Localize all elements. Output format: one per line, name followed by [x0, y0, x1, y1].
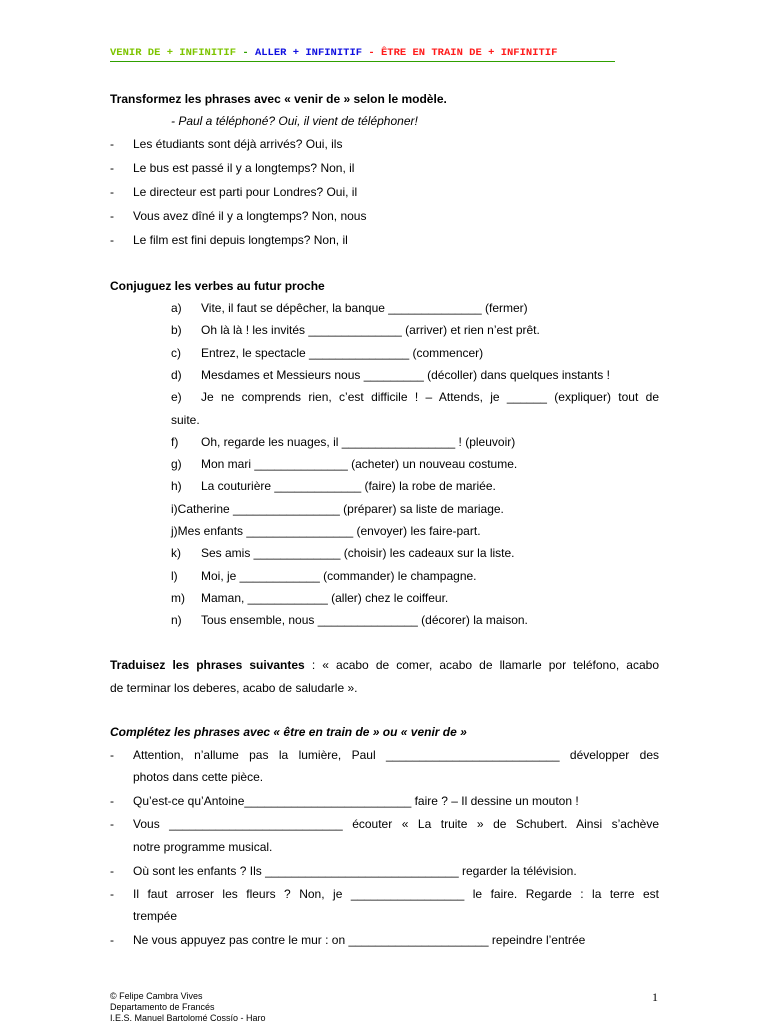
section4-title: Complétez les phrases avec « être en train de » ou « venir de » — [110, 725, 467, 739]
header-aller: ALLER + INFINITIF — [254, 47, 363, 59]
section2-item: Maman, ____________ (aller) chez le coiffeur. — [201, 591, 449, 605]
section2-item: Ses amis _____________ (choisir) les cadeaux sur la liste. — [201, 546, 515, 560]
item-label: e) — [171, 390, 182, 404]
bullet-dash: - — [110, 209, 114, 223]
header-separator: - — [236, 47, 255, 59]
item-label: g) — [171, 457, 182, 471]
section3-paragraph — [110, 658, 659, 673]
item-label: a) — [171, 301, 182, 315]
header-venir-de: VENIR DE + INFINITIF — [110, 47, 237, 59]
bullet-dash: - — [110, 185, 114, 199]
page-header — [110, 47, 615, 62]
item-label: f) — [171, 435, 179, 449]
section2-item: Entrez, le spectacle _______________ (commencer) — [201, 346, 484, 360]
item-label: b) — [171, 323, 182, 337]
item-label: m) — [171, 591, 185, 605]
section2-item: Vite, il faut se dépêcher, la banque ______________ (fermer) — [201, 301, 528, 315]
section4-item-continuation: notre programme musical. — [133, 840, 273, 854]
footer-department: Departamento de Francés — [110, 1002, 215, 1012]
section4-item: Où sont les enfants ? Ils _____________________________ regarder la télévision. — [133, 864, 577, 878]
bullet-dash: - — [110, 887, 114, 901]
section2-item: j)Mes enfants ________________ (envoyer) les faire-part. — [171, 524, 481, 538]
section4-item: Il faut arroser les fleurs ? Non, je _________________ le faire. Regarde : la terre est — [133, 887, 659, 901]
section4-item: Ne vous appuyez pas contre le mur : on _____________________ repeindre l’entrée — [133, 933, 586, 947]
section3-text-continuation: de terminar los deberes, acabo de saludarle ». — [110, 681, 358, 695]
header-etre-en-train: ÊTRE EN TRAIN DE + INFINITIF — [380, 47, 558, 59]
section1-item: Vous avez dîné il y a longtemps? Non, nous — [133, 209, 367, 223]
footer-author: © Felipe Cambra Vives — [110, 991, 203, 1001]
bullet-dash: - — [110, 161, 114, 175]
section4-item: Attention, n’allume pas la lumière, Paul __________________________ développer des — [133, 748, 659, 762]
item-label: d) — [171, 368, 182, 382]
section4-item-continuation: photos dans cette pièce. — [133, 770, 264, 784]
footer-school: I.E.S. Manuel Bartolomé Cossío - Haro — [110, 1013, 266, 1023]
bullet-dash: - — [110, 817, 114, 831]
item-label: c) — [171, 346, 181, 360]
item-label: h) — [171, 479, 182, 493]
section3-text: : « acabo de comer, acabo de llamarle por teléfono, acabo — [304, 658, 659, 672]
section2-item: Tous ensemble, nous _______________ (décorer) la maison. — [201, 613, 528, 627]
section2-item: Moi, je ____________ (commander) le champagne. — [201, 569, 477, 583]
item-label: k) — [171, 546, 181, 560]
bullet-dash: - — [110, 748, 114, 762]
section1-model: - Paul a téléphoné? Oui, il vient de téléphoner! — [171, 114, 418, 128]
section2-item: La couturière _____________ (faire) la robe de mariée. — [201, 479, 496, 493]
bullet-dash: - — [110, 233, 114, 247]
section4-item-continuation: trempée — [133, 909, 178, 923]
header-separator: - — [362, 47, 381, 59]
bullet-dash: - — [110, 794, 114, 808]
section4-item: Vous __________________________ écouter « La truite » de Schubert. Ainsi s’achève — [133, 817, 659, 831]
section2-item-continuation: suite. — [171, 413, 200, 427]
section1-item: Les étudiants sont déjà arrivés? Oui, ils — [133, 137, 343, 151]
section3-title: Traduisez les phrases suivantes — [110, 658, 305, 672]
bullet-dash: - — [110, 933, 114, 947]
section1-item: Le bus est passé il y a longtemps? Non, il — [133, 161, 355, 175]
section2-item: i)Catherine ________________ (préparer) sa liste de mariage. — [171, 502, 504, 516]
section2-item: Je ne comprends rien, c’est difficile ! – Attends, je ______ (expliquer) tout de — [201, 390, 659, 404]
section2-item: Oh là là ! les invités ______________ (arriver) et rien n’est prêt. — [201, 323, 540, 337]
section1-item: Le film est fini depuis longtemps? Non, il — [133, 233, 348, 247]
section2-title: Conjuguez les verbes au futur proche — [110, 279, 325, 293]
bullet-dash: - — [110, 137, 114, 151]
section2-item: Oh, regarde les nuages, il _________________ ! (pleuvoir) — [201, 435, 516, 449]
item-label: l) — [171, 569, 178, 583]
item-label: n) — [171, 613, 182, 627]
page-number: 1 — [652, 990, 658, 1004]
section1-item: Le directeur est parti pour Londres? Oui, il — [133, 185, 358, 199]
bullet-dash: - — [110, 864, 114, 878]
section2-item: Mon mari ______________ (acheter) un nouveau costume. — [201, 457, 518, 471]
section1-title: Transformez les phrases avec « venir de » selon le modèle. — [110, 92, 447, 106]
section4-item: Qu’est-ce qu’Antoine_________________________ faire ? – Il dessine un mouton ! — [133, 794, 579, 808]
section2-item: Mesdames et Messieurs nous _________ (décoller) dans quelques instants ! — [201, 368, 610, 382]
